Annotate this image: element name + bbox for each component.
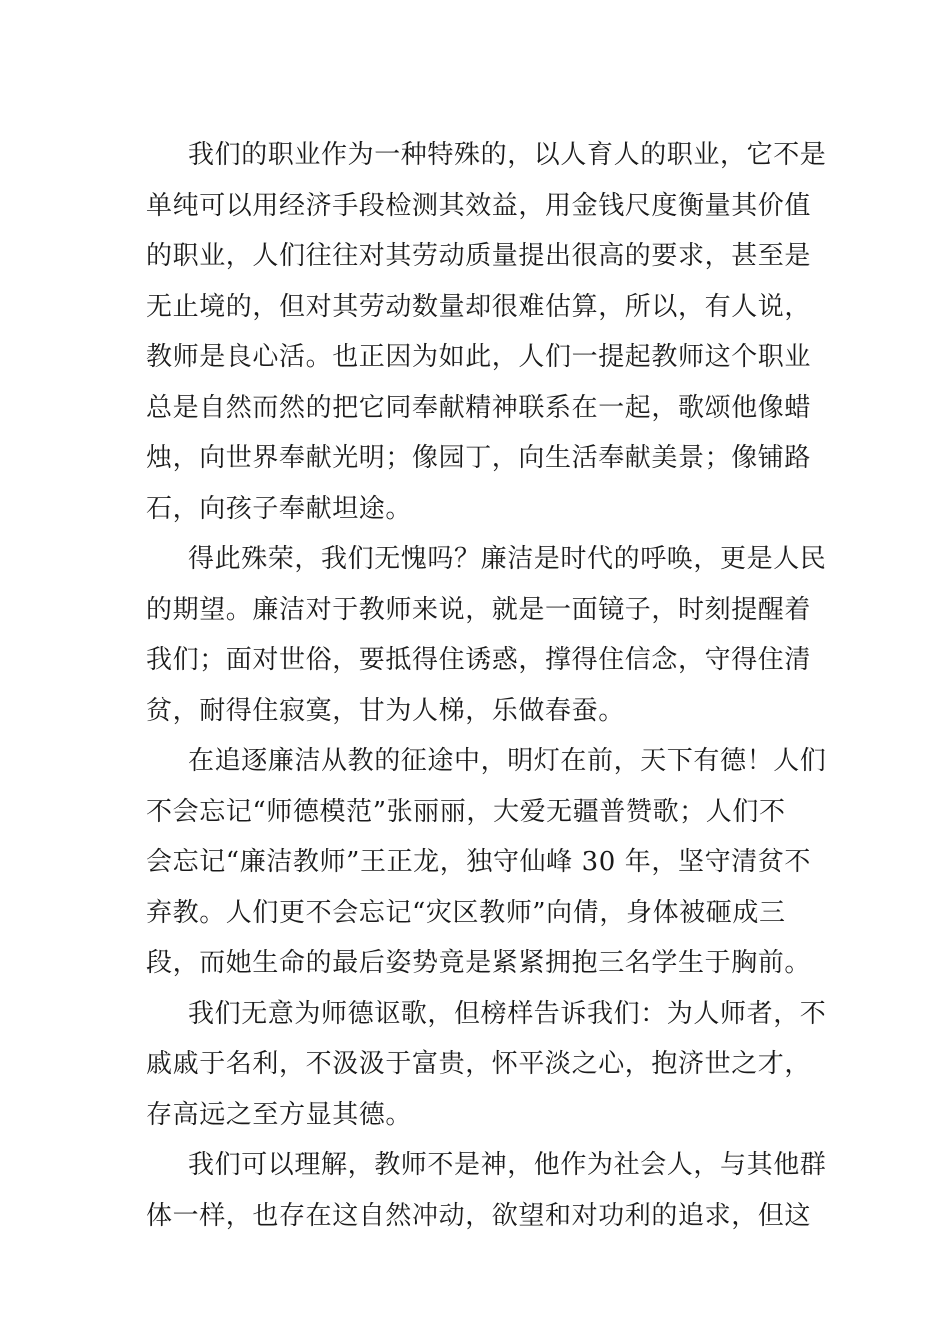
text-line: 石，向孩子奉献坦途。: [146, 493, 413, 524]
paragraph-4: [146, 989, 827, 1141]
text-line: 烛，向世界奉献光明；像园丁，向生活奉献美景；像铺路: [146, 443, 812, 473]
text-line: 得此殊荣，我们无愧吗？廉洁是时代的呼唤，更是人民: [188, 544, 827, 574]
text-line: 无止境的，但对其劳动数量却很难估算，所以，有人说，: [146, 291, 812, 322]
text-line: 会忘记“廉洁教师”王正龙，独守仙峰 30 年，坚守清贫不: [146, 847, 811, 877]
text-line: 教师是良心活。也正因为如此，人们一提起教师这个职业: [146, 342, 812, 372]
text-line: 不会忘记“师德模范”张丽丽，大爱无疆普赞歌；人们不: [146, 796, 786, 827]
paragraph-3: [146, 736, 827, 989]
text-line: 我们；面对世俗，要抵得住诱惑，撑得住信念，守得住清: [146, 645, 812, 675]
paragraph-2: [146, 534, 827, 736]
document-body: [146, 130, 827, 1241]
text-line: 的职业，人们往往对其劳动质量提出很高的要求，甚至是: [146, 241, 812, 271]
text-line: 存高远之至方显其德。: [146, 1099, 413, 1130]
text-line: 总是自然而然的把它同奉献精神联系在一起，歌颂他像蜡: [146, 392, 812, 423]
text-line: 弃教。人们更不会忘记“灾区教师”向倩，身体被砸成三: [146, 897, 786, 928]
text-line: 段，而她生命的最后姿势竟是紧紧拥抱三名学生于胸前。: [146, 948, 812, 978]
text-line: 我们可以理解，教师不是神，他作为社会人，与其他群: [188, 1150, 827, 1180]
paragraph-5: [146, 1140, 827, 1241]
text-line: 我们的职业作为一种特殊的，以人育人的职业，它不是: [188, 140, 827, 170]
text-line: 我们无意为师德讴歌，但榜样告诉我们：为人师者，不: [188, 998, 827, 1029]
text-line: 贫，耐得住寂寞，甘为人梯，乐做春蚕。: [146, 695, 625, 726]
paragraph-1: [146, 130, 827, 534]
text-line: 的期望。廉洁对于教师来说，就是一面镜子，时刻提醒着: [146, 594, 812, 625]
text-line: 单纯可以用经济手段检测其效益，用金钱尺度衡量其价值: [146, 190, 812, 221]
text-line: 体一样，也存在这自然冲动，欲望和对功利的追求，但这: [146, 1200, 812, 1231]
text-line: 戚戚于名利，不汲汲于富贵，怀平淡之心，抱济世之才，: [146, 1049, 812, 1079]
text-line: 在追逐廉洁从教的征途中，明灯在前，天下有德！人们: [188, 746, 827, 776]
